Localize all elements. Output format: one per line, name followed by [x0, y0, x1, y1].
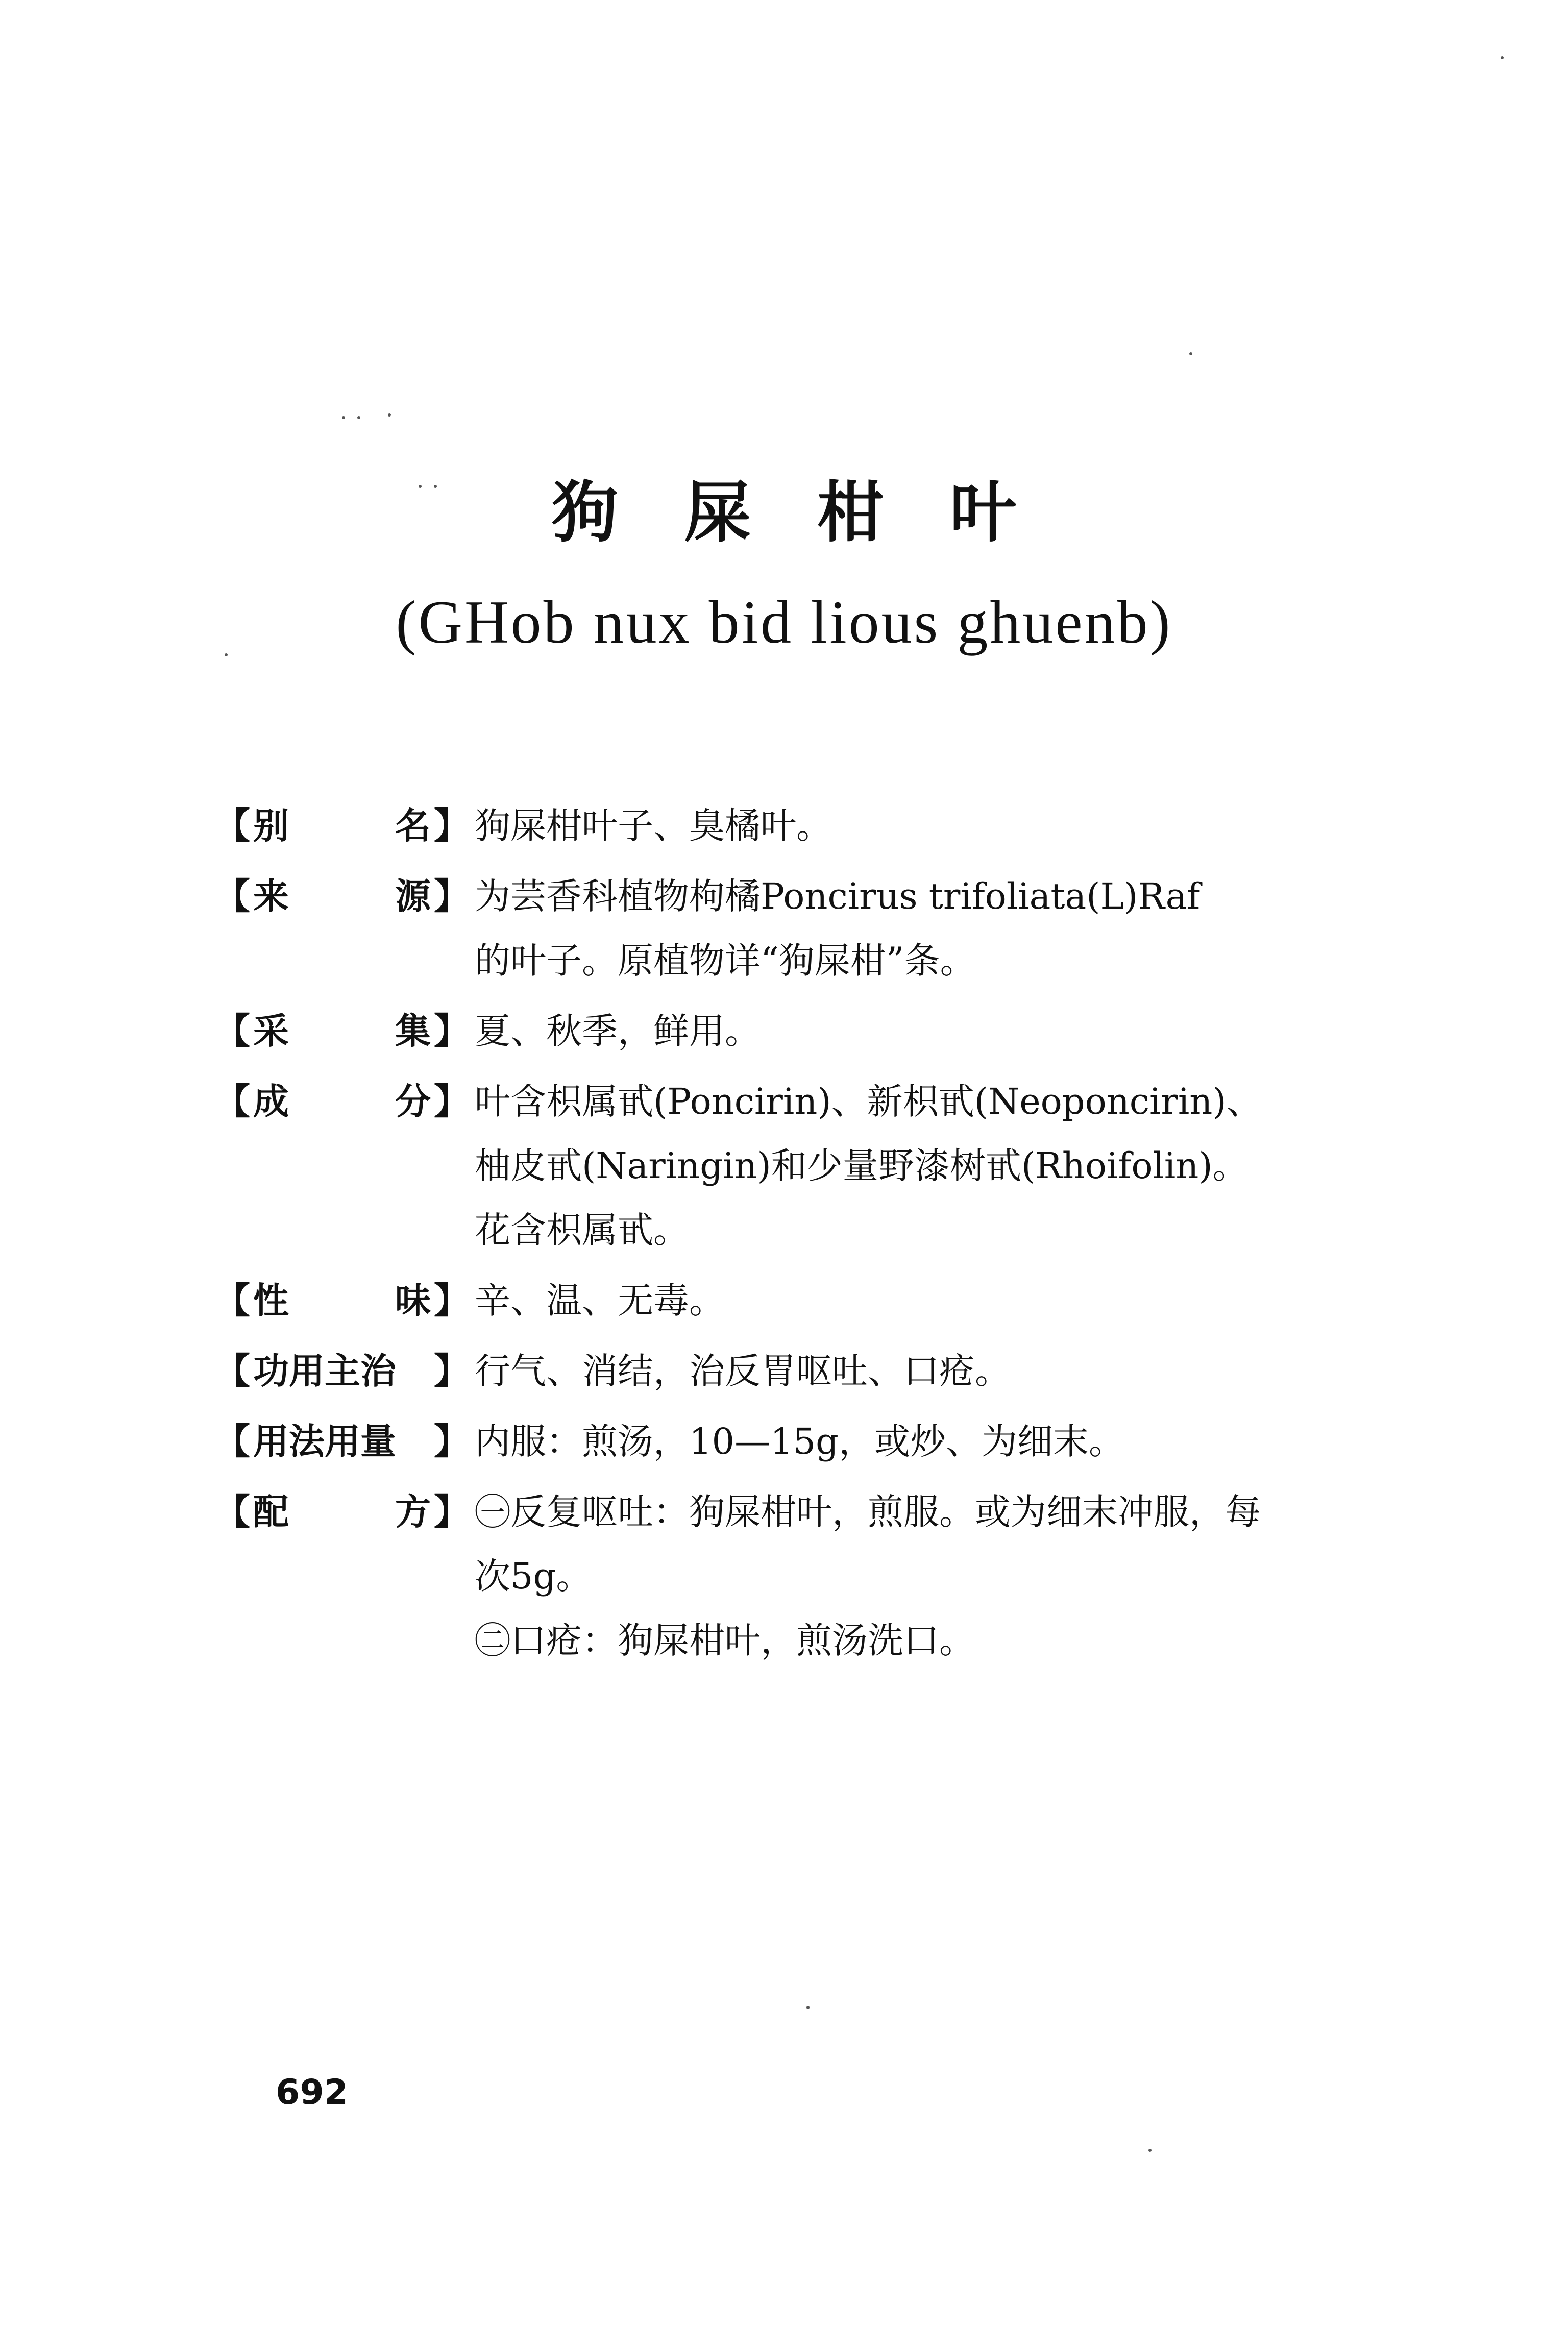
entry-label: 【 采 集 】 — [214, 1010, 470, 1052]
entry-label: 【 用法用量 】 — [214, 1421, 470, 1462]
page-number: 692 — [276, 2072, 348, 2113]
entry-usage — [214, 1409, 1439, 1474]
scan-speck — [1501, 56, 1504, 59]
scan-speck — [1148, 2149, 1152, 2152]
entry-collection — [214, 999, 1439, 1063]
scan-speck — [434, 485, 437, 488]
entry-alias — [214, 794, 1439, 858]
entry-list — [214, 794, 1439, 1679]
entry-composition — [214, 1069, 1439, 1262]
entry-body: 辛、温、无毒。 — [475, 1280, 725, 1321]
entry-label: 【 来 源 】 — [214, 875, 470, 917]
entry-label: 【 别 名 】 — [214, 805, 470, 847]
scan-speck — [419, 485, 422, 488]
entry-prescription — [214, 1480, 1439, 1673]
entry-body: 内服：煎汤，10—15g，或炒、为细末。 — [475, 1421, 1124, 1462]
entry-body: ㊀反复呕吐：狗屎柑叶，煎服。或为细末冲服，每 次5g。 ㊁口疮：狗屎柑叶，煎汤洗口。 — [475, 1491, 1261, 1661]
entry-body: 为芸香科植物枸橘Poncirus trifoliata(L)Raf 的叶子。原植物详“狗屎柑”条。 — [475, 875, 1200, 982]
entry-taste — [214, 1268, 1439, 1333]
scan-speck — [342, 416, 345, 419]
entry-label: 【 配 方 】 — [214, 1491, 470, 1533]
scan-speck — [388, 413, 391, 417]
entry-label: 【 性 味 】 — [214, 1280, 470, 1321]
entry-body: 狗屎柑叶子、臭橘叶。 — [475, 805, 832, 847]
entry-body: 行气、消结，治反胃呕吐、口疮。 — [475, 1350, 1011, 1392]
entry-label: 【 功用主治 】 — [214, 1350, 470, 1392]
scan-speck — [806, 2006, 810, 2009]
page-subtitle: (GHob nux bid lious ghuenb) — [396, 588, 1172, 656]
entry-body: 叶含枳属甙(Poncirin)、新枳甙(Neoponcirin)、 柚皮甙(Naringin)和少量野漆树甙(Rhoifolin)。 花含枳属甙。 — [475, 1081, 1262, 1251]
entry-function — [214, 1339, 1439, 1403]
scan-speck — [225, 653, 228, 656]
entry-label: 【 成 分 】 — [214, 1081, 470, 1122]
entry-body: 夏、秋季，鲜用。 — [475, 1010, 761, 1052]
page-title: 狗屎柑叶 — [551, 474, 1083, 551]
scan-speck — [357, 416, 360, 419]
scan-speck — [1189, 352, 1192, 355]
entry-source — [214, 864, 1439, 993]
